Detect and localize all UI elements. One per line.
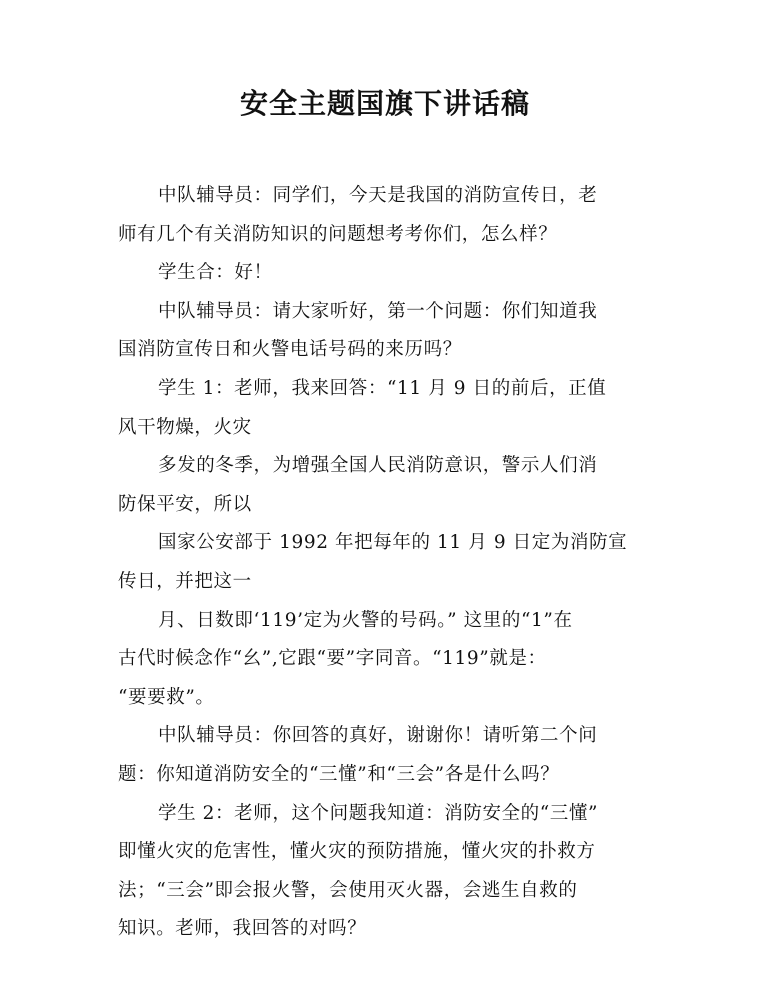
- text-line: 多发的冬季，为增强全国人民消防意识，警示人们消: [158, 455, 598, 477]
- page-title: 安全主题国旗下讲话稿: [239, 87, 530, 120]
- text-line: “要要救”。: [118, 686, 215, 708]
- text-line: 法；“三会”即会报火警，会使用灭火器，会逃生自救的: [118, 879, 578, 901]
- text-line: 即懂火灾的危害性，懂火灾的预防措施，懂火灾的扑救方: [118, 841, 596, 863]
- text-line: 传日，并把这一: [118, 570, 252, 592]
- text-line: 学生合：好！: [158, 262, 273, 284]
- text-line: 师有几个有关消防知识的问题想考考你们，怎么样？: [118, 223, 558, 245]
- text-line: 国消防宣传日和火警电话号码的来历吗？: [118, 339, 462, 361]
- text-line: 国家公安部于 1992 年把每年的 11 月 9 日定为消防宣: [158, 532, 628, 554]
- text-line: 古代时候念作“幺”,它跟“要”字同音。“119”就是：: [118, 648, 547, 670]
- text-line: 中队辅导员：同学们，今天是我国的消防宣传日，老: [158, 185, 598, 206]
- text-line: 知识。老师，我回答的对吗？: [118, 918, 367, 940]
- text-line: 中队辅导员：你回答的真好，谢谢你！请听第二个问: [158, 725, 598, 747]
- document-body: [118, 177, 658, 949]
- text-line: 防保平安，所以: [118, 493, 252, 515]
- text-line: 学生 1：老师，我来回答：“11 月 9 日的前后，正值: [158, 377, 607, 399]
- text-line: 题：你知道消防安全的“三懂”和“三会”各是什么吗？: [118, 763, 560, 785]
- text-line: 风干物燥，火灾: [118, 416, 252, 438]
- text-line: 学生 2：老师，这个问题我知道：消防安全的“三懂”: [158, 802, 599, 824]
- text-line: 月、日数即‘119’定为火警的号码。” 这里的“1”在: [158, 609, 573, 631]
- text-line: 中队辅导员：请大家听好，第一个问题：你们知道我: [158, 300, 598, 322]
